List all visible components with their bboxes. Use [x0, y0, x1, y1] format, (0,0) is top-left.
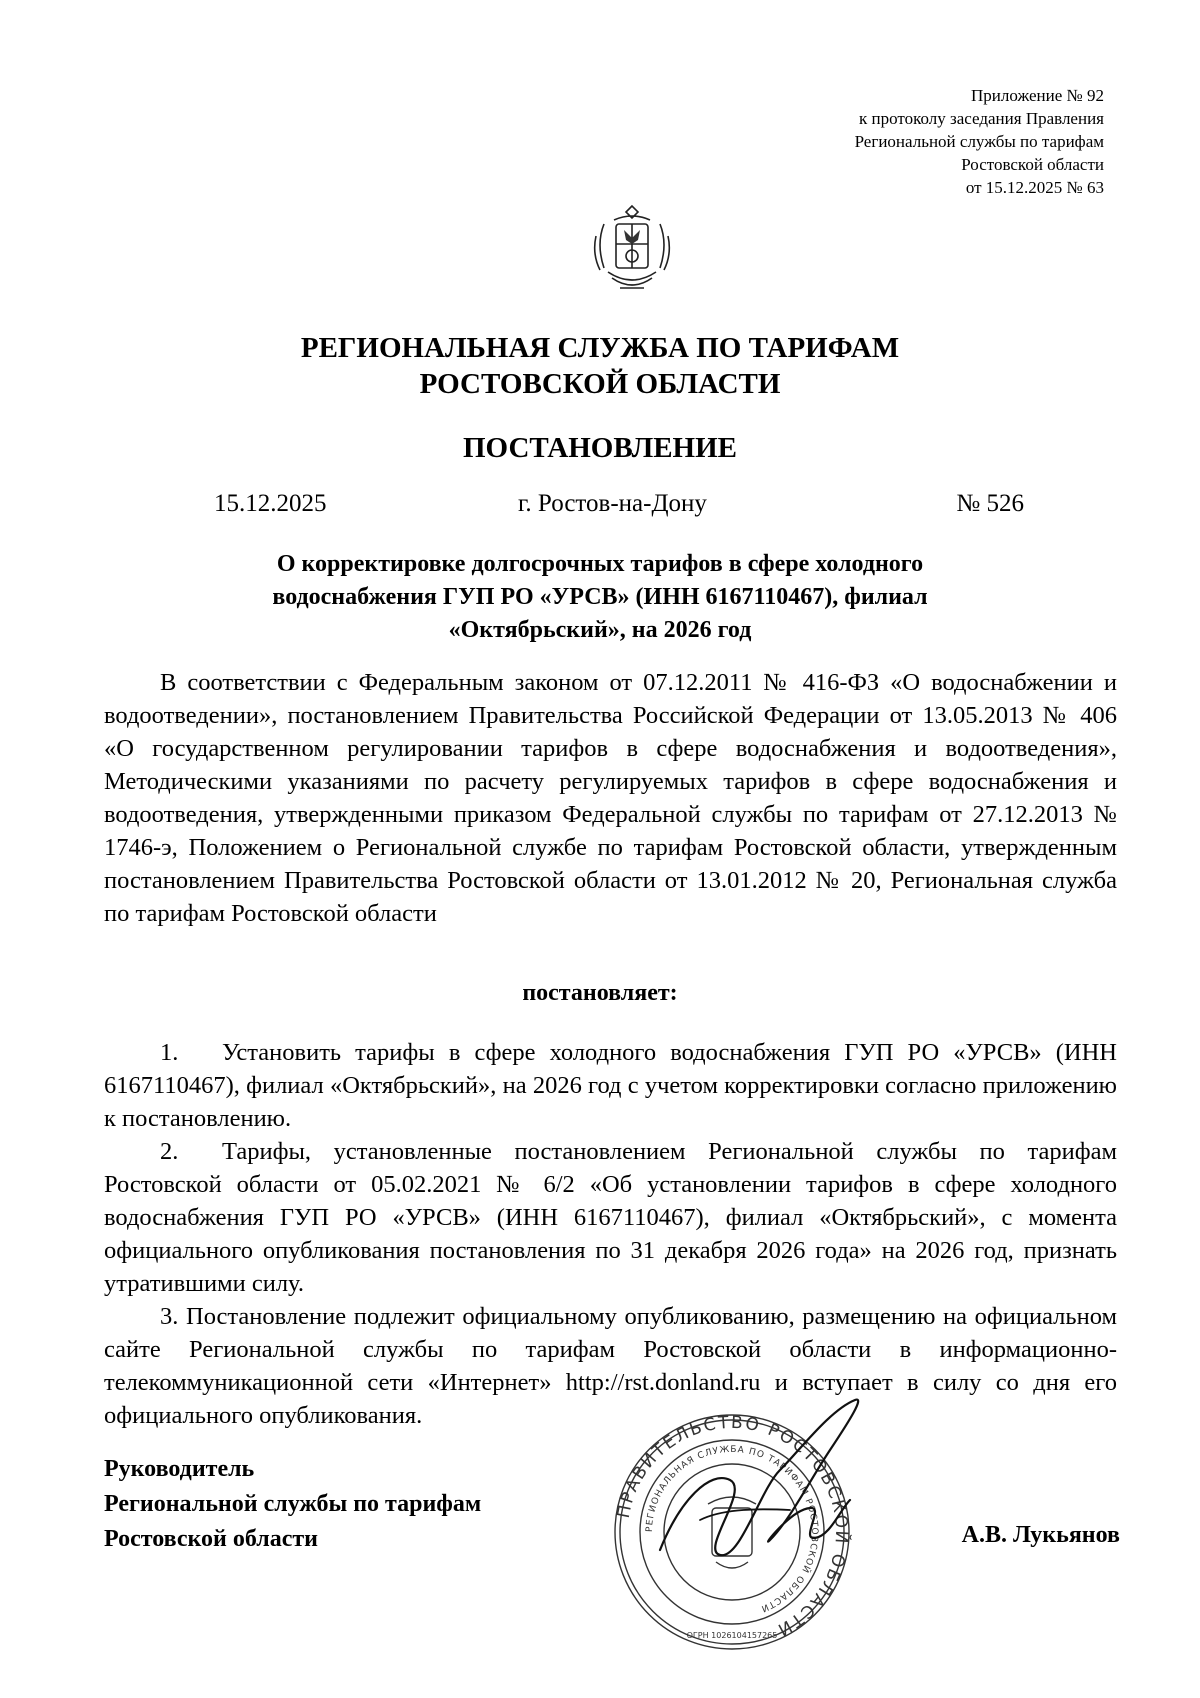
item-number: 2.	[160, 1138, 179, 1165]
attachment-line: Приложение № 92	[971, 86, 1104, 105]
subject-line: водоснабжения ГУП РО «УРСВ» (ИНН 6167110467), филиал	[272, 584, 928, 610]
attachment-line: Региональной службы по тарифам	[854, 132, 1104, 151]
document-number: № 526	[956, 490, 1024, 517]
item-text: 3. Постановление подлежит официальному опубликованию, размещению на официальном сайте Региональной службы по тарифам Ростовской области в информационно-телекоммуникационной сети «Интернет» http://rst.donland.ru и вступает в силу со дня его официального опубликования.	[104, 1303, 1117, 1429]
preamble-paragraph: В соответствии с Федеральным законом от 07.12.2011 № 416-ФЗ «О водоснабжении и водоотведении», постановлением Правительства Российской Федерации от 13.05.2013 № 406 «О государственном регулировании тарифов в сфере водоснабжения и водоотведения», Методическими указаниями по расчету регулируемых тарифов в сфере водоснабжения и водоотведения, утвержденными приказом Федеральной службы по тарифам от 27.12.2013 № 1746-э, Положением о Региональной службе по тарифам Ростовской области, утвержденным постановлением Правительства Ростовской области от 13.01.2012 № 20, Региональная служба по тарифам Ростовской области	[104, 669, 1117, 927]
seal-outer-text: ПРАВИТЕЛЬСТВО РОСТОВСКОЙ ОБЛАСТИ	[613, 1412, 852, 1641]
subject-line: О корректировке долгосрочных тарифов в сфере холодного	[276, 551, 924, 577]
resolves-heading: постановляет:	[522, 980, 678, 1006]
attachment-line: к протоколу заседания Правления	[859, 109, 1104, 128]
item-text: Тарифы, установленные постановлением Региональной службы по тарифам Ростовской области от 05.02.2021 № 6/2 «Об установлении тарифов в сфере холодного водоснабжения ГУП РО «УРСВ» (ИНН 6167110467), филиал «Октябрьский», с момента официального опубликования постановления по 31 декабря 2026 года» на 2026 год, признать утратившими силу.	[104, 1138, 1117, 1297]
document-city: г. Ростов-на-Дону	[518, 490, 707, 517]
resolution-item	[104, 1135, 1117, 1300]
attachment-line: Ростовской области	[961, 155, 1104, 174]
organization-line: РОСТОВСКОЙ ОБЛАСТИ	[419, 368, 781, 400]
organization-name	[100, 330, 1100, 402]
resolution-item	[104, 1036, 1117, 1135]
coat-of-arms-icon	[586, 200, 678, 300]
item-text: Установить тарифы в сфере холодного водоснабжения ГУП РО «УРСВ» (ИНН 6167110467), филиал «Октябрьский», на 2026 год с учетом корректировки согласно приложению к постановлению.	[104, 1039, 1117, 1132]
signatory-title-line: Руководитель	[104, 1456, 255, 1482]
item-number: 1.	[160, 1039, 179, 1066]
seal-ogrn: ОГРН 1026104157265	[686, 1631, 778, 1640]
seal-inner-text: РЕГИОНАЛЬНАЯ СЛУЖБА ПО ТАРИФАМ РОСТОВСКОЙ ОБЛАСТИ	[644, 1444, 820, 1614]
subject-line: «Октябрьский», на 2026 год	[448, 617, 752, 643]
signatory-title-line: Ростовской области	[104, 1526, 318, 1552]
resolution-item	[104, 1300, 1117, 1432]
attachment-note	[855, 84, 1104, 199]
signatory-title-line: Региональной службы по тарифам	[104, 1491, 482, 1517]
document-date: 15.12.2025	[214, 490, 327, 517]
handwritten-signature-icon	[640, 1380, 890, 1610]
document-type: ПОСТАНОВЛЕНИЕ	[462, 432, 737, 464]
organization-line: РЕГИОНАЛЬНАЯ СЛУЖБА ПО ТАРИФАМ	[300, 332, 900, 364]
signatory-title	[104, 1452, 481, 1557]
attachment-line: от 15.12.2025 № 63	[965, 178, 1104, 197]
resolution-items	[104, 1036, 1117, 1432]
document-subject	[140, 548, 1060, 647]
signatory-name: А.В. Лукьянов	[961, 1522, 1120, 1548]
